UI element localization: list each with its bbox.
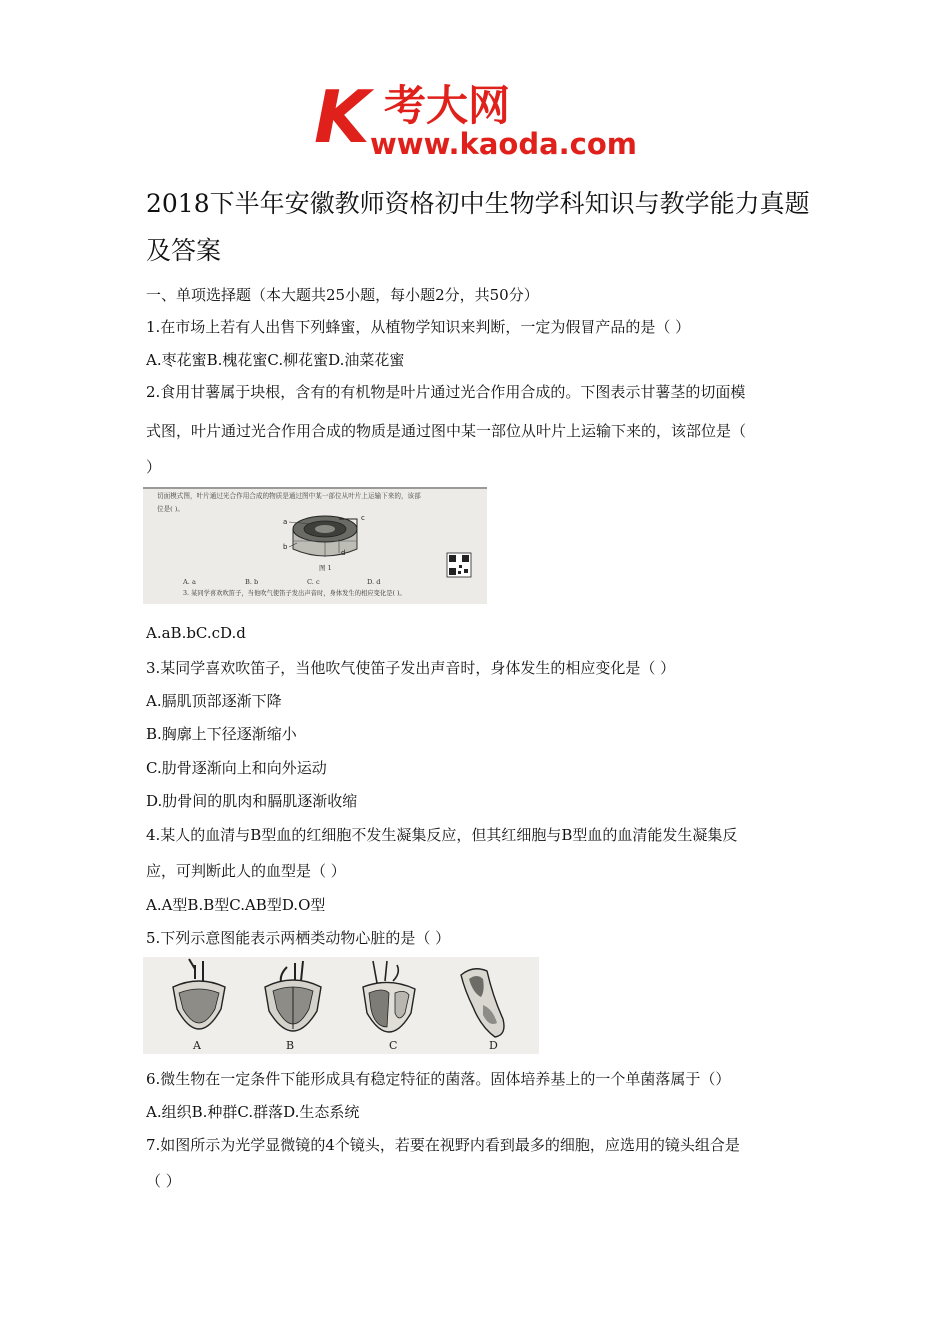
q1-options: A.枣花蜜B.槐花蜜C.柳花蜜D.油菜花蜜	[146, 351, 405, 369]
q2-stem-line3: ）	[146, 458, 162, 476]
q4-stem-line1: 4.某人的血清与B型血的红细胞不发生凝集反应，但其红细胞与B型血的血清能发生凝集反	[146, 826, 738, 844]
logo-brand: 考大网	[384, 81, 511, 130]
fig1-opt-c: C. c	[307, 578, 320, 586]
q3-stem: 3.某同学喜欢吹笛子，当他吹气使笛子发出声音时，身体发生的相应变化是（ ）	[146, 659, 676, 677]
fig1-label-c: c	[361, 514, 365, 522]
q3-option-d: D.肋骨间的肌肉和膈肌逐渐收缩	[146, 792, 358, 810]
q5-heart-figure	[143, 957, 539, 1054]
q3-option-b: B.胸廓上下径逐渐缩小	[146, 725, 297, 743]
heart-label-b: B	[286, 1039, 295, 1052]
kaoda-logo	[312, 76, 642, 162]
q6-stem: 6.微生物在一定条件下能形成具有稳定特征的菌落。固体培养基上的一个单菌落属于（）	[146, 1070, 731, 1088]
q4-stem-line2: 应，可判断此人的血型是（ ）	[146, 862, 346, 880]
fig1-label-b: b	[283, 543, 288, 551]
heart-label-a: A	[193, 1039, 201, 1052]
fig1-label-d: d	[341, 549, 346, 557]
fig1-caption: 图 1	[319, 564, 332, 572]
fig1-opt-d: D. d	[367, 578, 381, 586]
q6-options: A.组织B.种群C.群落D.生态系统	[146, 1103, 360, 1121]
q2-stem-line1: 2.食用甘薯属于块根，含有的有机物是叶片通过光合作用合成的。下图表示甘薯茎的切面模	[146, 383, 746, 401]
q5-stem: 5.下列示意图能表示两栖类动物心脏的是（ ）	[146, 929, 451, 947]
fig1-q3-line: 3. 某同学喜欢吹笛子，当他吹气使笛子发出声音时，身体发生的相应变化是( )。	[183, 590, 406, 597]
q7-stem-line1: 7.如图所示为光学显微镜的4个镜头，若要在视野内看到最多的细胞，应选用的镜头组合是	[146, 1136, 740, 1154]
page-title: 2018下半年安徽教师资格初中生物学科知识与教学能力真题及答案	[146, 189, 810, 265]
stem-cross-section	[293, 516, 357, 557]
q2-figure-scan	[143, 487, 487, 604]
fig1-header2: 位是( )。	[157, 505, 185, 513]
fig1-header1: 切面模式图，叶片通过光合作用合成的物质是通过图中某一部位从叶片上运输下来的，该部	[157, 492, 421, 500]
logo-url: www.kaoda.com	[370, 127, 637, 161]
logo-k-letter: K	[314, 76, 370, 159]
q1-stem: 1.在市场上若有人出售下列蜂蜜，从植物学知识来判断，一定为假冒产品的是（ ）	[146, 318, 691, 336]
q2-options: A.aB.bC.cD.d	[146, 624, 246, 642]
fig1-opt-b: B. b	[245, 578, 259, 586]
fig1-label-a: a	[283, 518, 288, 526]
q2-stem-line2: 式图，叶片通过光合作用合成的物质是通过图中某一部位从叶片上运输下来的，该部位是（	[146, 422, 747, 440]
q4-options: A.A型B.B型C.AB型D.O型	[146, 896, 326, 914]
qr-code-icon	[447, 553, 471, 577]
section-heading: 一、单项选择题（本大题共25小题，每小题2分，共50分）	[146, 286, 539, 304]
q3-option-c: C.肋骨逐渐向上和向外运动	[146, 759, 327, 777]
q7-stem-line2: （ ）	[146, 1172, 181, 1190]
q3-option-a: A.膈肌顶部逐渐下降	[146, 692, 282, 710]
fig1-opt-a: A. a	[183, 578, 196, 586]
heart-label-d: D	[489, 1039, 498, 1052]
heart-label-c: C	[389, 1039, 398, 1052]
